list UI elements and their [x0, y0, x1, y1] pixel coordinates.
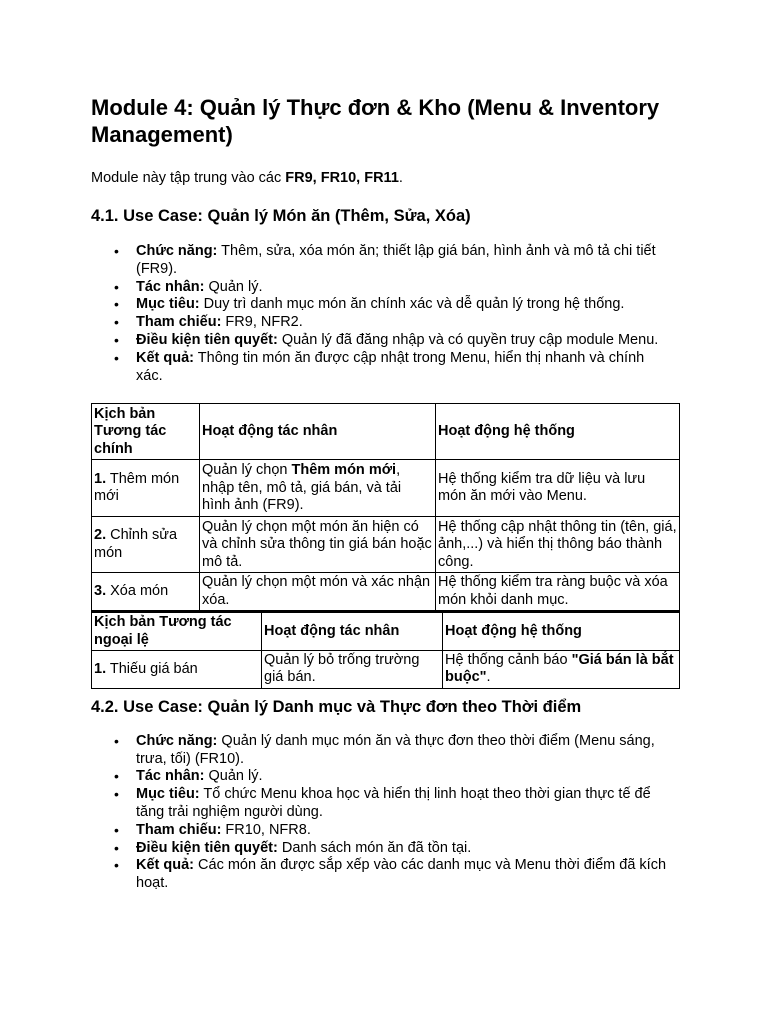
table-cell: Hệ thống kiểm tra dữ liệu và lưu món ăn mới vào Menu.	[436, 460, 680, 517]
table-cell: 3. Xóa món	[92, 573, 200, 611]
table-cell: Quản lý chọn Thêm món mới, nhập tên, mô tả, giá bán, và tải hình ảnh (FR9).	[200, 460, 436, 517]
list-item: • Tác nhân: Quản lý.	[136, 279, 681, 297]
section1-bullet-list	[91, 243, 681, 385]
document-page	[91, 94, 681, 893]
table-header-cell: Hoạt động tác nhân	[262, 612, 443, 650]
list-item: • Tác nhân: Quản lý.	[136, 768, 681, 786]
intro-suffix: .	[398, 170, 403, 186]
exception-scenario-table	[91, 611, 680, 689]
table-cell: 2. Chỉnh sửa món	[92, 517, 200, 573]
table-header-cell: Kịch bản Tương tác ngoại lệ	[92, 612, 262, 650]
table-cell: Hệ thống cập nhật thông tin (tên, giá, ảnh,...) và hiển thị thông báo thành công.	[436, 517, 680, 573]
table-cell: 1. Thiếu giá bán	[92, 650, 262, 688]
table-row	[92, 517, 680, 573]
list-item: • Kết quả: Thông tin món ăn được cập nhật trong Menu, hiển thị nhanh và chính xác.	[136, 350, 681, 386]
table-row	[92, 573, 680, 611]
list-item: • Chức năng: Thêm, sửa, xóa món ăn; thiết lập giá bán, hình ảnh và mô tả chi tiết (FR9).	[136, 243, 681, 279]
table-cell: Quản lý chọn một món và xác nhận xóa.	[200, 573, 436, 611]
list-item: • Chức năng: Quản lý danh mục món ăn và thực đơn theo thời điểm (Menu sáng, trưa, tối) (FR10).	[136, 733, 681, 769]
list-item: • Kết quả: Các món ăn được sắp xếp vào các danh mục và Menu thời điểm đã kích hoạt.	[136, 857, 681, 893]
table-cell: Hệ thống kiểm tra ràng buộc và xóa món khỏi danh mục.	[436, 573, 680, 611]
table-cell: Quản lý bỏ trống trường giá bán.	[262, 650, 443, 688]
list-item: • Mục tiêu: Duy trì danh mục món ăn chính xác và dễ quản lý trong hệ thống.	[136, 296, 681, 314]
list-item: • Mục tiêu: Tổ chức Menu khoa học và hiển thị linh hoạt theo thời gian thực tế để tăng trải nghiệm người dùng.	[136, 786, 681, 822]
intro-prefix: Module này tập trung vào các	[91, 170, 286, 186]
section-heading-4-1: 4.1. Use Case: Quản lý Món ăn (Thêm, Sửa, Xóa)	[91, 207, 471, 225]
intro-bold: FR9, FR10, FR11	[285, 170, 399, 186]
table-cell: Quản lý chọn một món ăn hiện có và chỉnh sửa thông tin giá bán hoặc mô tả.	[200, 517, 436, 573]
section-heading-4-2: 4.2. Use Case: Quản lý Danh mục và Thực đơn theo Thời điểm	[91, 697, 582, 716]
table-cell: 1. Thêm món mới	[92, 460, 200, 517]
intro-paragraph	[91, 169, 681, 187]
table-header-row	[92, 404, 680, 460]
list-item: • Tham chiếu: FR10, NFR8.	[136, 822, 681, 840]
list-item: • Điều kiện tiên quyết: Danh sách món ăn đã tồn tại.	[136, 840, 681, 858]
table-row	[92, 460, 680, 517]
table-header-cell: Hoạt động hệ thống	[436, 404, 680, 460]
list-item: • Tham chiếu: FR9, NFR2.	[136, 314, 681, 332]
table-header-cell: Hoạt động tác nhân	[200, 404, 436, 460]
main-scenario-table	[91, 403, 680, 611]
table-row	[92, 650, 680, 688]
table-header-cell: Kịch bản Tương tác chính	[92, 404, 200, 460]
section2-bullet-list	[91, 733, 681, 893]
table-header-row	[92, 612, 680, 650]
page-title: Module 4: Quản lý Thực đơn & Kho (Menu & Inventory Management)	[91, 95, 660, 147]
list-item: • Điều kiện tiên quyết: Quản lý đã đăng nhập và có quyền truy cập module Menu.	[136, 332, 681, 350]
table-header-cell: Hoạt động hệ thống	[443, 612, 680, 650]
table-cell: Hệ thống cảnh báo "Giá bán là bắt buộc".	[443, 650, 680, 688]
